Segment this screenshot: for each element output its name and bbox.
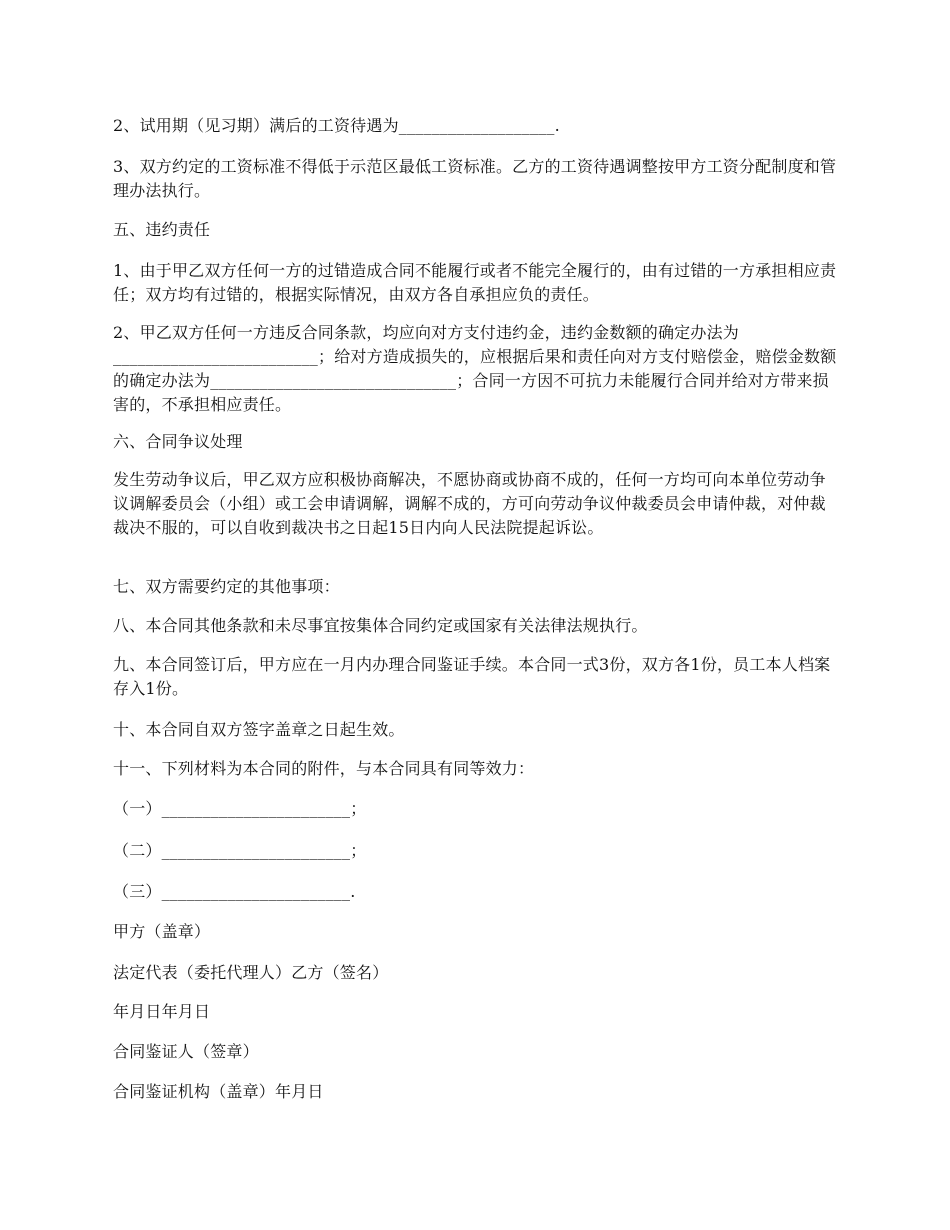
section-heading-other-terms: 八、本合同其他条款和未尽事宜按集体合同约定或国家有关法律法规执行。 <box>113 616 648 635</box>
clause-contract-copies: 九、本合同签订后，甲方应在一月内办理合同鉴证手续。本合同一式3份，双方各1份，员工本人档案存入1份。 <box>113 655 831 698</box>
signature-verifier: 合同鉴证人（签章） <box>113 1042 259 1061</box>
section-heading-other-matters: 七、双方需要约定的其他事项： <box>113 577 340 596</box>
section-heading-breach: 五、违约责任 <box>113 220 211 239</box>
clause-probation-wage: 2、试用期（见习期）满后的工资待遇为___________________. <box>113 116 560 135</box>
signature-verification-agency: 合同鉴证机构（盖章）年月日 <box>113 1082 324 1101</box>
clause-breach-fault: 1、由于甲乙双方任何一方的过错造成合同不能履行或者不能完全履行的，由有过错的一方承担相应责任；双方均有过错的，根据实际情况，由双方各自承担应负的责任。 <box>113 261 837 304</box>
signature-representative: 法定代表（委托代理人）乙方（签名） <box>113 963 389 982</box>
clause-effective-date: 十、本合同自双方签字盖章之日起生效。 <box>113 720 405 739</box>
section-heading-dispute: 六、合同争议处理 <box>113 432 243 451</box>
section-heading-attachments: 十一、下列材料为本合同的附件，与本合同具有同等效力： <box>113 759 535 778</box>
clause-dispute-resolution: 发生劳动争议后，甲乙双方应积极协商解决，不愿协商或协商不成的，任何一方均可向本单位劳动争议调解委员会（小组）或工会申请调解，调解不成的，方可向劳动争议仲裁委员会申请仲裁，对仲裁裁决不服的，可以自收到裁决书之日起15日内向人民法院提起诉讼。 <box>113 470 826 537</box>
attachment-line-2: （二）_______________________； <box>113 841 367 860</box>
attachment-line-1: （一）_______________________； <box>113 799 367 818</box>
signature-dates: 年月日年月日 <box>113 1002 211 1021</box>
clause-breach-penalty: 2、甲乙双方任何一方违反合同条款，均应向对方支付违约金，违约金数额的确定办法为_________________________；给对方造成损失的，应根据后果和责任向对方支付赔偿金，赔偿金数额的确定办法为______________________________；合同一方因不可抗力未能履行合同并给对方带来损害的，不承担相应责任。 <box>113 323 837 414</box>
signature-party-a: 甲方（盖章） <box>113 922 211 941</box>
clause-wage-standard: 3、双方约定的工资标准不得低于示范区最低工资标准。乙方的工资待遇调整按甲方工资分配制度和管理办法执行。 <box>113 157 837 200</box>
attachment-line-3: （三）_______________________. <box>113 882 356 901</box>
